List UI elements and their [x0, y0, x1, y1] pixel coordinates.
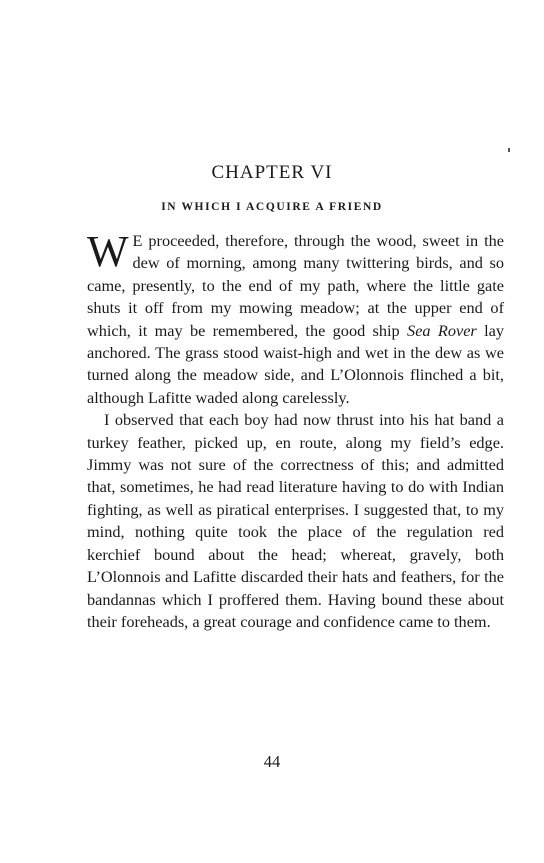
- paragraph-1-text-b: lay anchored. The grass stood waist-high and wet in the dew as we turned along the meadow side, and L’Olonnois flinched a bit, although Lafitte waded along carelessly.: [87, 320, 505, 407]
- page-number: 44: [263, 752, 281, 771]
- body-text: [87, 227, 505, 633]
- paragraph-1-text-a: E proceeded, therefore, through the wood, sweet in the dew of morning, among many twittering birds, and so came, presently, to the end of my path, where the little gate shuts it off from my mowing meadow; at the upper end of which, it may be remembered, the good ship: [87, 231, 504, 340]
- ink-speck: [508, 148, 510, 152]
- chapter-subtitle: IN WHICH I ACQUIRE A FRIEND: [161, 201, 383, 213]
- paragraph-1: [87, 227, 505, 409]
- ship-name: Sea Rover: [407, 320, 477, 340]
- drop-cap: W: [87, 227, 129, 276]
- paragraph-2: I observed that each boy had now thrust into his hat band a turkey feather, picked up, en route, along my field’s edge. Jimmy was not sure of the correctness of this; and admitted that, sometimes, he had read literature having to do with Indian fighting, as well as piratical enterprises. I suggested that, to my mind, nothing quite took the place of the regulation red kerchief bound about the head; whereat, gravely, both L’Olonnois and Lafitte discarded their hats and feathers, for the bandannas which I proffered them. Having bound these about their foreheads, a great courage and confidence came to them.: [87, 410, 504, 631]
- chapter-title: CHAPTER VI: [211, 162, 333, 183]
